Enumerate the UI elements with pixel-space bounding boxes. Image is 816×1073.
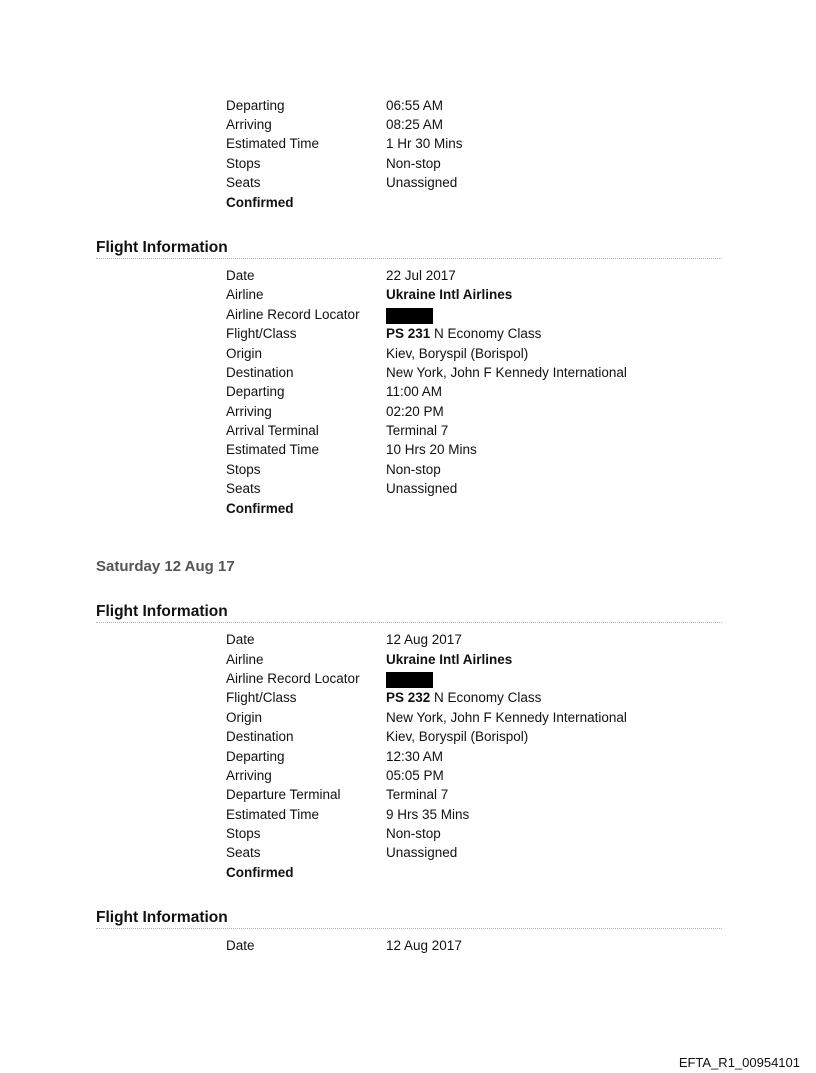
row-label: Airline Record Locator	[226, 307, 360, 322]
row-origin	[0, 708, 816, 727]
row-value: Non-stop	[386, 156, 441, 171]
row-arriving	[0, 766, 816, 785]
row-label: Airline Record Locator	[226, 671, 360, 686]
section-divider	[96, 928, 722, 929]
row-label: Departure Terminal	[226, 787, 341, 802]
section-divider	[96, 258, 722, 259]
row-label: Origin	[226, 710, 263, 725]
row-estimated-time	[0, 805, 816, 824]
row-value: Terminal 7	[386, 423, 449, 438]
row-status	[0, 193, 816, 212]
airline-name: Ukraine Intl Airlines	[386, 652, 513, 667]
row-departing	[0, 382, 816, 401]
row-label: Date	[226, 632, 255, 647]
section-title-flight-information: Flight Information	[96, 603, 228, 620]
row-label: Estimated Time	[226, 136, 320, 151]
row-value: Kiev, Boryspil (Borispol)	[386, 346, 529, 361]
row-label: Seats	[226, 481, 261, 496]
row-record-locator	[0, 669, 816, 688]
row-value: Non-stop	[386, 462, 441, 477]
confirmed-status: Confirmed	[226, 195, 294, 210]
travel-class: N Economy Class	[430, 326, 542, 341]
row-arriving	[0, 402, 816, 421]
row-value: 02:20 PM	[386, 404, 444, 419]
row-flight-class	[0, 324, 816, 343]
airline-name: Ukraine Intl Airlines	[386, 287, 513, 302]
row-label: Departing	[226, 98, 285, 113]
row-label: Stops	[226, 826, 261, 841]
row-label: Stops	[226, 156, 261, 171]
row-value	[386, 688, 541, 707]
row-estimated-time	[0, 134, 816, 153]
redaction-box	[386, 308, 433, 324]
row-value: 12 Aug 2017	[386, 938, 462, 953]
row-terminal	[0, 421, 816, 440]
row-label: Departing	[226, 749, 285, 764]
row-value: 10 Hrs 20 Mins	[386, 442, 477, 457]
row-label: Stops	[226, 462, 261, 477]
row-label: Destination	[226, 729, 294, 744]
row-date	[0, 266, 816, 285]
confirmed-status: Confirmed	[226, 865, 294, 880]
row-label: Arriving	[226, 768, 272, 783]
row-status	[0, 499, 816, 518]
row-value: Unassigned	[386, 845, 458, 860]
row-value: 11:00 AM	[386, 384, 443, 399]
row-label: Destination	[226, 365, 294, 380]
row-airline	[0, 285, 816, 304]
row-label: Airline	[226, 287, 264, 302]
row-label: Departing	[226, 384, 285, 399]
row-flight-class	[0, 688, 816, 707]
row-estimated-time	[0, 440, 816, 459]
row-terminal	[0, 785, 816, 804]
row-label: Seats	[226, 845, 261, 860]
section-divider	[96, 622, 722, 623]
row-seats	[0, 479, 816, 498]
row-destination	[0, 727, 816, 746]
row-status	[0, 863, 816, 882]
row-label: Flight/Class	[226, 326, 297, 341]
row-departing	[0, 96, 816, 115]
travel-class: N Economy Class	[430, 690, 542, 705]
row-value: 1 Hr 30 Mins	[386, 136, 463, 151]
row-label: Date	[226, 268, 255, 283]
row-value: 12 Aug 2017	[386, 632, 462, 647]
row-value: 05:05 PM	[386, 768, 444, 783]
row-record-locator	[0, 305, 816, 324]
row-value: New York, John F Kennedy International	[386, 365, 627, 380]
row-seats	[0, 843, 816, 862]
row-value: 06:55 AM	[386, 98, 444, 113]
row-label: Estimated Time	[226, 807, 320, 822]
row-value: 22 Jul 2017	[386, 268, 456, 283]
row-date	[0, 630, 816, 649]
row-label: Arriving	[226, 404, 272, 419]
row-airline	[0, 650, 816, 669]
flight-number: PS 231	[386, 326, 431, 341]
row-value: 12:30 AM	[386, 749, 444, 764]
row-label: Arriving	[226, 117, 272, 132]
row-stops	[0, 154, 816, 173]
row-label: Origin	[226, 346, 263, 361]
flight-number: PS 232	[386, 690, 431, 705]
row-label: Arrival Terminal	[226, 423, 319, 438]
row-value	[386, 305, 433, 324]
redaction-box	[386, 672, 433, 688]
row-value	[386, 324, 541, 343]
row-value: Non-stop	[386, 826, 441, 841]
row-value: 08:25 AM	[386, 117, 444, 132]
document-id-footer: EFTA_R1_00954101	[678, 1055, 800, 1070]
row-value: New York, John F Kennedy International	[386, 710, 627, 725]
row-value: Terminal 7	[386, 787, 449, 802]
row-arriving	[0, 115, 816, 134]
row-destination	[0, 363, 816, 382]
row-value: Unassigned	[386, 481, 458, 496]
row-value: Kiev, Boryspil (Borispol)	[386, 729, 529, 744]
row-stops	[0, 824, 816, 843]
section-title-flight-information: Flight Information	[96, 239, 228, 256]
row-label: Flight/Class	[226, 690, 297, 705]
row-date	[0, 936, 816, 955]
row-departing	[0, 747, 816, 766]
row-label: Estimated Time	[226, 442, 320, 457]
row-value: Unassigned	[386, 175, 458, 190]
row-label: Date	[226, 938, 255, 953]
confirmed-status: Confirmed	[226, 501, 294, 516]
row-stops	[0, 460, 816, 479]
row-label: Airline	[226, 652, 264, 667]
row-origin	[0, 344, 816, 363]
row-label: Seats	[226, 175, 261, 190]
row-value: 9 Hrs 35 Mins	[386, 807, 470, 822]
section-title-flight-information: Flight Information	[96, 909, 228, 926]
row-value	[386, 669, 433, 688]
row-seats	[0, 173, 816, 192]
day-header: Saturday 12 Aug 17	[96, 558, 235, 575]
